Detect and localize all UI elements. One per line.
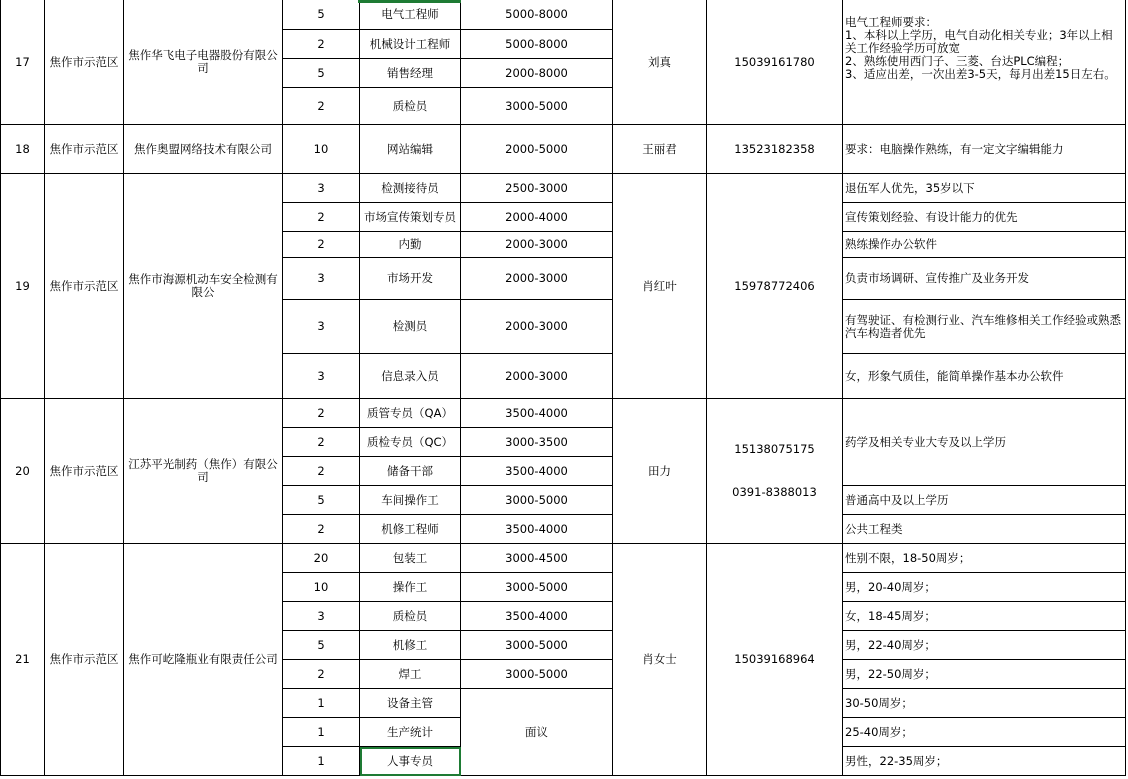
cell-contact[interactable]: 王丽君 [613,125,707,174]
cell-district[interactable]: 焦作市示范区 [45,0,124,125]
cell-title[interactable]: 检测接待员 [360,174,461,203]
cell-district[interactable]: 焦作市示范区 [45,399,124,544]
cell-district[interactable]: 焦作市示范区 [45,174,124,399]
cell-count[interactable]: 5 [283,0,360,30]
cell-phone[interactable]: 15039168964 [707,544,843,776]
cell-no[interactable]: 20 [1,399,45,544]
cell-requirements[interactable]: 25-40周岁； [843,718,1126,747]
cell-salary[interactable]: 2000-3000 [461,258,613,300]
cell-phone[interactable]: 15039161780 [707,0,843,125]
cell-requirements[interactable]: 女，18-45周岁； [843,602,1126,631]
cell-count[interactable]: 2 [283,232,360,258]
table-row [1,125,1126,174]
cell-count[interactable]: 2 [283,399,360,428]
cell-contact[interactable]: 肖女士 [613,544,707,776]
cell-salary[interactable]: 3000-3500 [461,428,613,457]
cell-title[interactable]: 市场开发 [360,258,461,300]
cell-count[interactable]: 5 [283,59,360,88]
cell-count[interactable]: 5 [283,631,360,660]
cell-count[interactable]: 1 [283,747,360,776]
cell-count[interactable]: 3 [283,258,360,300]
cell-count[interactable]: 2 [283,428,360,457]
cell-count[interactable]: 3 [283,300,360,354]
cell-title[interactable]: 储备干部 [360,457,461,486]
cell-salary[interactable]: 3500-4000 [461,602,613,631]
cell-salary[interactable]: 2000-3000 [461,232,613,258]
cell-title[interactable]: 质检员 [360,602,461,631]
cell-requirements[interactable]: 有驾驶证、有检测行业、汽车维修相关工作经验或熟悉汽车构造者优先 [843,300,1126,354]
table-row [1,399,1126,428]
cell-title[interactable]: 机修工程师 [360,515,461,544]
cell-salary[interactable]: 2000-3000 [461,300,613,354]
cell-salary[interactable]: 2000-5000 [461,125,613,174]
cell-requirements[interactable]: 负责市场调研、宣传推广及业务开发 [843,258,1126,300]
cell-company[interactable]: 焦作奥盟网络技术有限公司 [124,125,283,174]
cell-salary[interactable]: 3000-5000 [461,486,613,515]
cell-title[interactable]: 设备主管 [360,689,461,718]
table-row [1,544,1126,573]
table-row [1,0,1126,30]
cell-salary[interactable]: 3000-4500 [461,544,613,573]
cell-requirements[interactable]: 药学及相关专业大专及以上学历 [843,399,1126,486]
cell-title-selected[interactable]: 人事专员 [360,747,461,776]
cell-salary[interactable]: 2500-3000 [461,174,613,203]
cell-requirements[interactable]: 熟练操作办公软件 [843,232,1126,258]
cell-company[interactable]: 焦作华飞电子电器股份有限公司 [124,0,283,125]
cell-title[interactable]: 质管专员（QA） [360,399,461,428]
cell-salary[interactable]: 3000-5000 [461,631,613,660]
cell-no[interactable]: 19 [1,174,45,399]
cell-salary[interactable]: 3500-4000 [461,457,613,486]
cell-phone[interactable] [707,399,843,544]
cell-phone[interactable]: 15978772406 [707,174,843,399]
cell-phone[interactable]: 13523182358 [707,125,843,174]
cell-requirements[interactable]: 宣传策划经验、有设计能力的优先 [843,203,1126,232]
cell-count[interactable]: 2 [283,30,360,59]
cell-no[interactable]: 21 [1,544,45,776]
cell-no[interactable]: 17 [1,0,45,125]
cell-title[interactable]: 质检员 [360,88,461,125]
cell-requirements[interactable]: 男，22-40周岁； [843,631,1126,660]
cell-salary[interactable]: 面议 [461,689,613,776]
cell-count[interactable]: 2 [283,203,360,232]
cell-title[interactable]: 焊工 [360,660,461,689]
cell-count[interactable]: 1 [283,718,360,747]
cell-count[interactable]: 2 [283,515,360,544]
cell-salary[interactable]: 2000-8000 [461,59,613,88]
cell-title[interactable]: 销售经理 [360,59,461,88]
table-row [1,174,1126,203]
cell-requirements[interactable]: 退伍军人优先，35岁以下 [843,174,1126,203]
cell-count[interactable]: 3 [283,354,360,399]
cell-title[interactable]: 生产统计 [360,718,461,747]
cell-title[interactable]: 包装工 [360,544,461,573]
cell-count[interactable]: 1 [283,689,360,718]
cell-title[interactable]: 质检专员（QC） [360,428,461,457]
cell-count[interactable]: 5 [283,486,360,515]
cell-contact[interactable]: 肖红叶 [613,174,707,399]
cell-salary[interactable]: 2000-4000 [461,203,613,232]
cell-requirements[interactable]: 电气工程师要求： 1、本科以上学历，电气自动化相关专业；3年以上相关工作经验学历可放宽 2、熟练使用西门子、三菱、台达PLC编程； 3、适应出差，一次出差3-5天，每月出差15日左右。 [843,0,1126,125]
cell-contact[interactable]: 刘真 [613,0,707,125]
cell-title[interactable]: 机修工 [360,631,461,660]
cell-district[interactable]: 焦作市示范区 [45,544,124,776]
cell-title[interactable]: 网站编辑 [360,125,461,174]
cell-count[interactable]: 3 [283,174,360,203]
phone-line-1: 15138075175 [734,442,815,456]
cell-requirements[interactable]: 男性，22-35周岁； [843,747,1126,776]
cell-salary[interactable]: 5000-8000 [461,0,613,30]
cell-count[interactable]: 3 [283,602,360,631]
cell-salary[interactable]: 5000-8000 [461,30,613,59]
cell-count[interactable]: 2 [283,457,360,486]
cell-title[interactable]: 操作工 [360,573,461,602]
cell-count[interactable]: 10 [283,573,360,602]
cell-title[interactable]: 检测员 [360,300,461,354]
phone-line-2: 0391-8388013 [732,485,817,499]
cell-count[interactable]: 2 [283,88,360,125]
cell-requirements[interactable]: 30-50周岁； [843,689,1126,718]
cell-contact[interactable]: 田力 [613,399,707,544]
cell-company[interactable]: 江苏平光制药（焦作）有限公司 [124,399,283,544]
cell-salary[interactable]: 3000-5000 [461,660,613,689]
cell-no[interactable]: 18 [1,125,45,174]
cell-requirements[interactable]: 男，20-40周岁； [843,573,1126,602]
cell-company[interactable]: 焦作市海源机动车安全检测有限公 [124,174,283,399]
cell-title[interactable]: 市场宣传策划专员 [360,203,461,232]
cell-salary[interactable]: 3000-5000 [461,573,613,602]
cell-title[interactable]: 机械设计工程师 [360,30,461,59]
cell-count[interactable]: 2 [283,660,360,689]
cell-salary[interactable]: 2000-3000 [461,354,613,399]
cell-salary[interactable]: 3500-4000 [461,399,613,428]
cell-requirements[interactable]: 男，22-50周岁； [843,660,1126,689]
cell-count[interactable]: 10 [283,125,360,174]
cell-salary[interactable]: 3500-4000 [461,515,613,544]
cell-title[interactable]: 信息录入员 [360,354,461,399]
cell-title[interactable]: 电气工程师 [360,0,461,30]
cell-company[interactable]: 焦作可屹隆瓶业有限责任公司 [124,544,283,776]
cell-title[interactable]: 内勤 [360,232,461,258]
cell-district[interactable]: 焦作市示范区 [45,125,124,174]
cell-salary[interactable]: 3000-5000 [461,88,613,125]
cell-count[interactable]: 20 [283,544,360,573]
cell-requirements[interactable]: 要求：电脑操作熟练，有一定文字编辑能力 [843,125,1126,174]
cell-title[interactable]: 车间操作工 [360,486,461,515]
cell-requirements[interactable]: 女，形象气质佳，能简单操作基本办公软件 [843,354,1126,399]
cell-requirements[interactable]: 普通高中及以上学历 [843,486,1126,515]
cell-requirements[interactable]: 性别不限，18-50周岁； [843,544,1126,573]
cell-requirements[interactable]: 公共工程类 [843,515,1126,544]
